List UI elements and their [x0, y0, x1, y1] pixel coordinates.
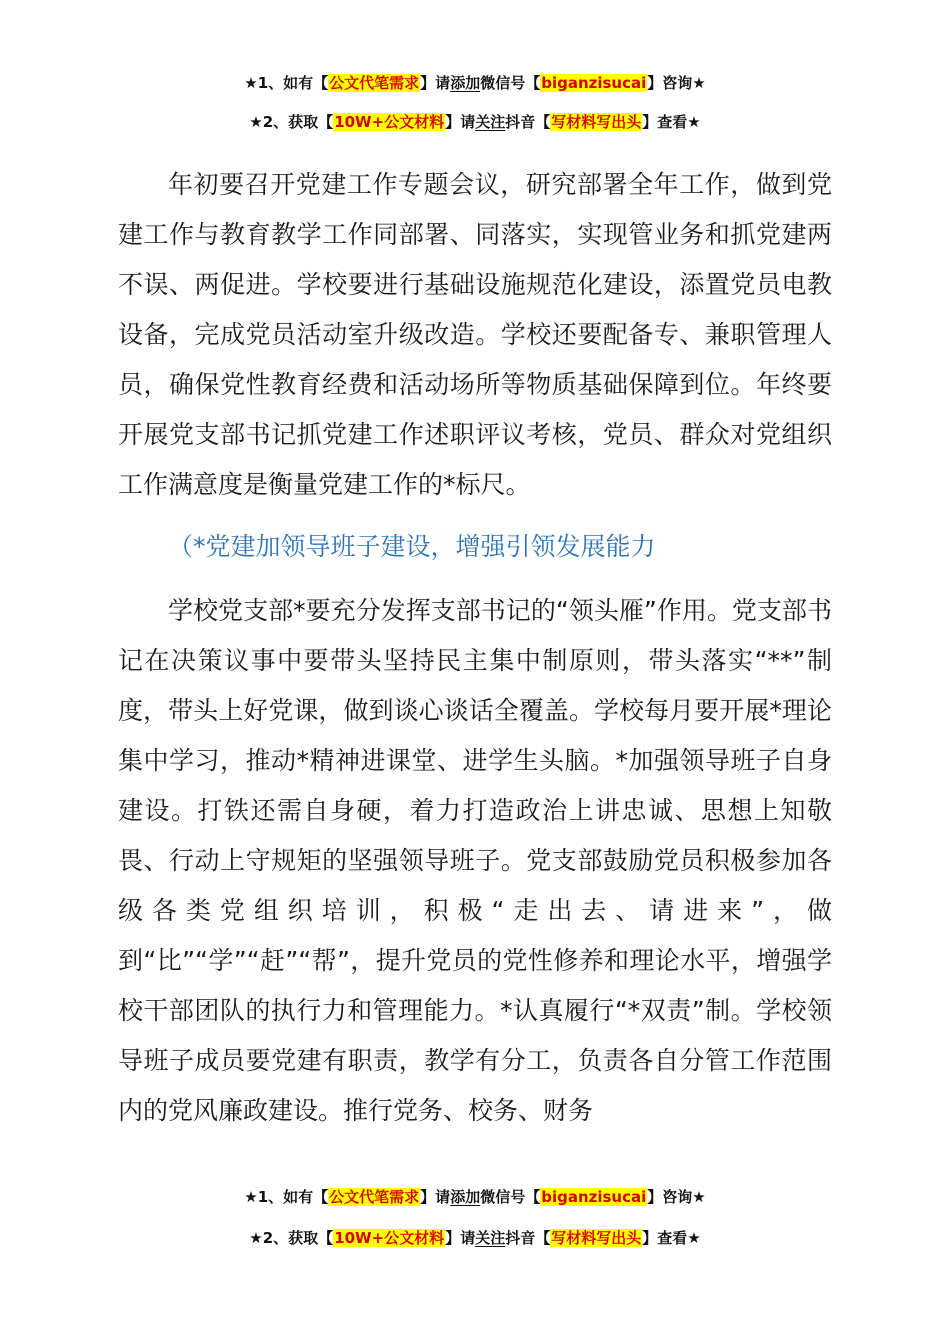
banner-prefix: ★1、如有【: [244, 1188, 329, 1206]
document-body: [118, 160, 832, 1136]
banner-text: 抖音【: [505, 113, 551, 131]
banner-text: 】请: [420, 1188, 451, 1206]
banner-suffix: 】查看★: [642, 1229, 701, 1247]
banner-suffix: 】查看★: [642, 113, 701, 131]
banner-suffix: 】咨询★: [647, 1188, 706, 1206]
banner-text: 】请: [420, 74, 451, 92]
banner-underlined: 关注: [475, 1229, 506, 1247]
banner-text: 】请: [445, 1229, 476, 1247]
banner-highlight: 10W+公文材料: [334, 1229, 445, 1247]
banner-text: 微信号【: [480, 74, 541, 92]
banner-underlined: 添加: [450, 74, 481, 92]
banner-highlight: 10W+公文材料: [334, 113, 445, 131]
banner-highlight: biganzisucai: [541, 1188, 647, 1206]
banner-highlight: 写材料写出头: [551, 1229, 642, 1247]
banner-prefix: ★1、如有【: [244, 74, 329, 92]
banner-suffix: 】咨询★: [647, 74, 706, 92]
banner-text: 抖音【: [505, 1229, 551, 1247]
banner-underlined: 添加: [450, 1188, 481, 1206]
banner-underlined: 关注: [475, 113, 506, 131]
banner-prefix: ★2、获取【: [249, 113, 334, 131]
banner-highlight: biganzisucai: [541, 74, 647, 92]
footer-banner-line-2: [0, 1227, 950, 1249]
banner-prefix: ★2、获取【: [249, 1229, 334, 1247]
body-paragraph-1: 年初要召开党建工作专题会议，研究部署全年工作，做到党建工作与教育教学工作同部署、同落实，实现管业务和抓党建两不误、两促进。学校要进行基础设施规范化建设，添置党员电教设备，完成党员活动室升级改造。学校还要配备专、兼职管理人员，确保党性教育经费和活动场所等物质基础保障到位。年终要开展党支部书记抓党建工作述职评议考核，党员、群众对党组织工作满意度是衡量党建工作的*标尺。: [118, 170, 832, 499]
header-banner-line-1: [0, 72, 950, 94]
banner-highlight: 公文代笔需求: [329, 74, 420, 92]
header-banner-line-2: [0, 111, 950, 133]
section-heading: （*党建加领导班子建设，增强引领发展能力: [168, 532, 656, 561]
body-paragraph-2: 学校党支部*要充分发挥支部书记的“领头雁”作用。党支部书记在决策议事中要带头坚持民主集中制原则，带头落实“**”制度，带头上好党课，做到谈心谈话全覆盖。学校每月要开展*理论集中学习，推动*精神进课堂、进学生头脑。*加强领导班子自身建设。打铁还需自身硬，着力打造政治上讲忠诚、思想上知敬畏、行动上守规矩的坚强领导班子。党支部鼓励党员积极参加各级各类党组织培训，积极“走出去、请进来”，做到“比”“学”“赶”“帮”，提升党员的党性修养和理论水平，增强学校干部团队的执行力和管理能力。*认真履行“*双责”制。学校领导班子成员要党建有职责，教学有分工，负责各自分管工作范围内的党风廉政建设。推行党务、校务、财务: [118, 596, 832, 1125]
banner-text: 】请: [445, 113, 476, 131]
banner-highlight: 公文代笔需求: [329, 1188, 420, 1206]
footer-banner-line-1: [0, 1186, 950, 1208]
banner-text: 微信号【: [480, 1188, 541, 1206]
banner-highlight: 写材料写出头: [551, 113, 642, 131]
